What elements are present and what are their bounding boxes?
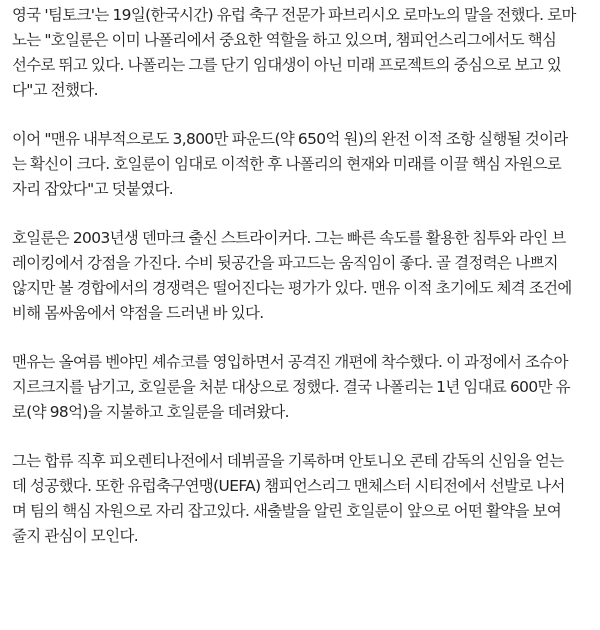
text-line: 데 성공했다. 또한 유럽축구연맹(UEFA) 챔피언스리그 맨체스터 시티전에서 선발로 나서 (12, 477, 565, 495)
text-line: 며 팀의 핵심 자원으로 자리 잡고있다. 새출발을 알린 호일룬이 앞으로 어떤 활약을 보여 (12, 502, 562, 520)
text-line: 영국 '팀토크'는 19일(한국시간) 유럽 축구 전문가 파브리시오 로마노의 말을 전했다. 로마 (12, 6, 576, 24)
text-line: 그는 합류 직후 피오렌티나전에서 데뷔골을 기록하며 안토니오 콘테 감독의 신임을 얻는 (12, 452, 564, 470)
article-paragraph-4 (12, 350, 588, 425)
paragraph-gap (12, 326, 588, 350)
text-line: 호일룬은 2003년생 덴마크 출신 스트라이커다. 그는 빠른 속도를 활용한 침투와 라인 브 (12, 229, 566, 247)
text-line: 비해 몸싸움에서 약점을 드러낸 바 있다. (12, 304, 264, 322)
article-paragraph-3 (12, 226, 588, 326)
paragraph-gap (12, 103, 588, 127)
article-paragraph-2 (12, 127, 588, 202)
text-line: 자리 잡았다"고 덧붙였다. (12, 180, 174, 198)
text-line: 로(약 98억)을 지불하고 호일룬을 데려왔다. (12, 403, 289, 421)
article-paragraph-1 (12, 3, 588, 103)
text-line: 는 확신이 크다. 호일룬이 임대로 이적한 후 나폴리의 현재와 미래를 이끌 핵심 자원으로 (12, 155, 562, 173)
text-line: 선수로 뛰고 있다. 나폴리는 그를 단기 임대생이 아닌 미래 프로젝트의 중심으로 보고 있 (12, 56, 562, 74)
text-line: 노는 "호일룬은 이미 나폴리에서 중요한 역할을 하고 있으며, 챔피언스리그에서도 핵심 (12, 31, 557, 49)
text-line: 지르크지를 남기고, 호일룬을 처분 대상으로 정했다. 결국 나폴리는 1년 임대료 600만 유 (12, 378, 570, 396)
text-line: 맨유는 올여름 벤야민 셰슈코를 영입하면서 공격진 개편에 착수했다. 이 과정에서 조슈아 (12, 353, 568, 371)
text-line: 이어 "맨유 내부적으로도 3,800만 파운드(약 650억 원)의 완전 이적 조항 실행될 것이라 (12, 130, 568, 148)
text-line: 줄지 관심이 모인다. (12, 527, 139, 545)
paragraph-gap (12, 425, 588, 449)
text-line: 레이킹에서 강점을 가진다. 수비 뒷공간을 파고드는 움직임이 좋다. 골 결정력은 나쁘지 (12, 254, 558, 272)
article-paragraph-5 (12, 449, 588, 549)
paragraph-gap (12, 202, 588, 226)
text-line: 않지만 볼 경합에서의 경쟁력은 떨어진다는 평가가 있다. 맨유 이적 초기에도 체격 조건에 (12, 279, 572, 297)
text-line: 다"고 전했다. (12, 81, 98, 99)
